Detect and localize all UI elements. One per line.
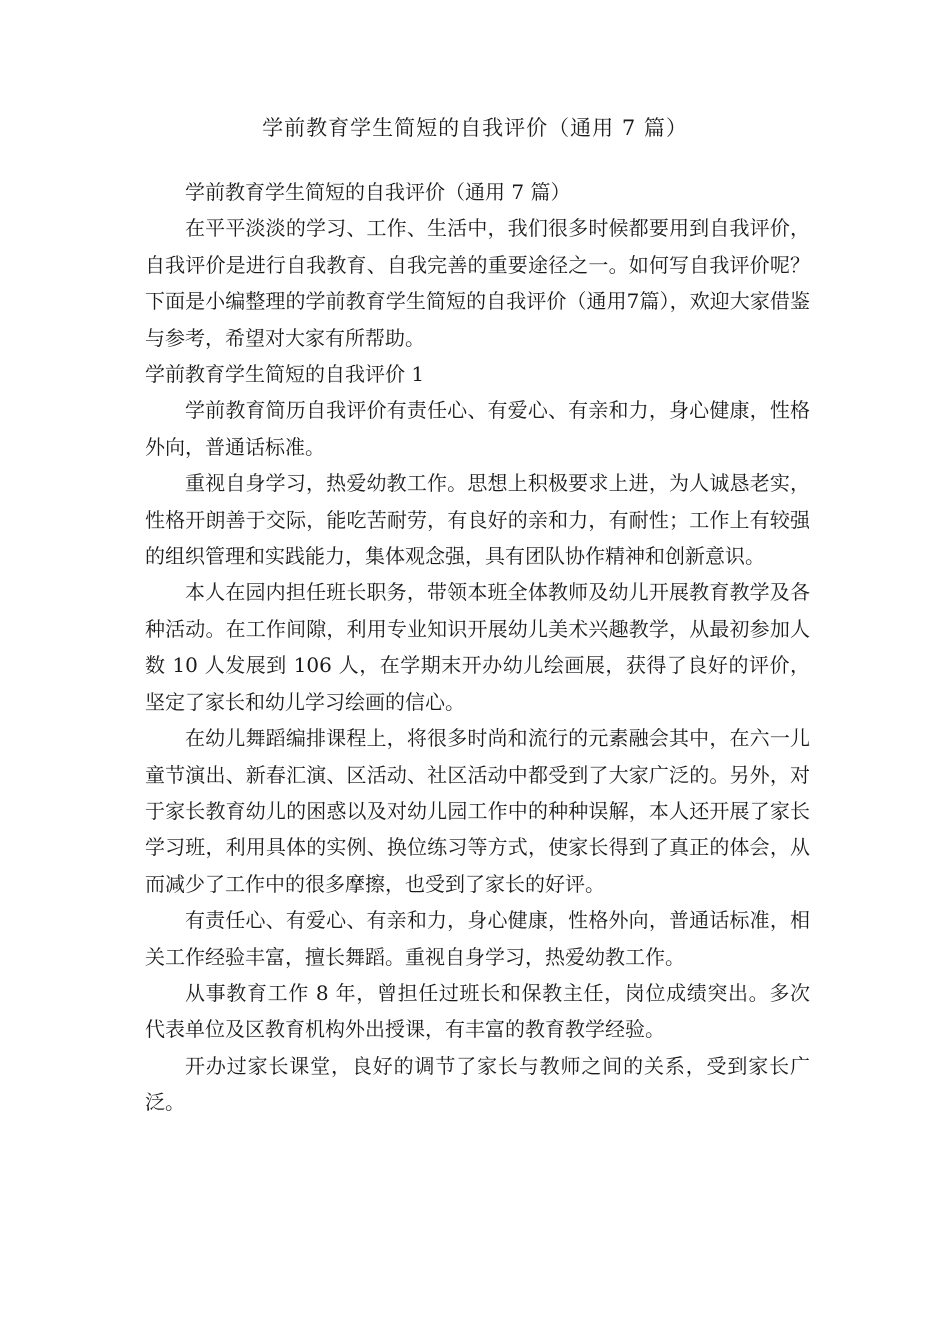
document-body (145, 174, 810, 1121)
body-paragraph: 学前教育简历自我评价有责任心、有爱心、有亲和力，身心健康，性格外向，普通话标准。 (145, 398, 810, 459)
body-paragraph: 学前教育学生简短的自我评价（通用 7 篇） (185, 180, 571, 204)
body-paragraph: 开办过家长课堂，良好的调节了家长与教师之间的关系，受到家长广泛。 (145, 1053, 810, 1115)
body-paragraph: 在平平淡淡的学习、工作、生活中，我们很多时候都要用到自我评价，自我评价是进行自我教育、自我完善的重要途径之一。如何写自我评价呢？下面是小编整理的学前教育学生简短的自我评价（通用7篇），欢迎大家借鉴与参考，希望对大家有所帮助。 (145, 216, 810, 350)
body-paragraph: 从事教育工作 8 年，曾担任过班长和保教主任，岗位成绩突出。多次代表单位及区教育机构外出授课，有丰富的教育教学经验。 (145, 980, 810, 1042)
body-paragraph: 在幼儿舞蹈编排课程上，将很多时尚和流行的元素融会其中，在六一儿童节演出、新春汇演、区活动、社区活动中都受到了大家广泛的。另外，对于家长教育幼儿的困惑以及对幼儿园工作中的种种误解，本人还开展了家长学习班，利用具体的实例、换位练习等方式，使家长得到了真正的体会，从而减少了工作中的很多摩擦，也受到了家长的好评。 (145, 726, 810, 896)
body-paragraph: 重视自身学习，热爱幼教工作。思想上积极要求上进，为人诚恳老实，性格开朗善于交际，能吃苦耐劳，有良好的亲和力，有耐性；工作上有较强的组织管理和实践能力，集体观念强，具有团队协作精神和创新意识。 (145, 471, 810, 569)
body-paragraph: 本人在园内担任班长职务，带领本班全体教师及幼儿开展教育教学及各种活动。在工作间隙，利用专业知识开展幼儿美术兴趣教学，从最初参加人数 10 人发展到 106 人，在学期末开办幼儿绘画展，获得了良好的评价，坚定了家长和幼儿学习绘画的信心。 (145, 580, 810, 714)
body-paragraph: 有责任心、有爱心、有亲和力，身心健康，性格外向，普通话标准，相关工作经验丰富，擅长舞蹈。重视自身学习，热爱幼教工作。 (145, 908, 810, 969)
document-title: 学前教育学生简短的自我评价（通用 7 篇） (262, 116, 688, 140)
section-heading: 学前教育学生简短的自我评价 1 (145, 362, 425, 387)
